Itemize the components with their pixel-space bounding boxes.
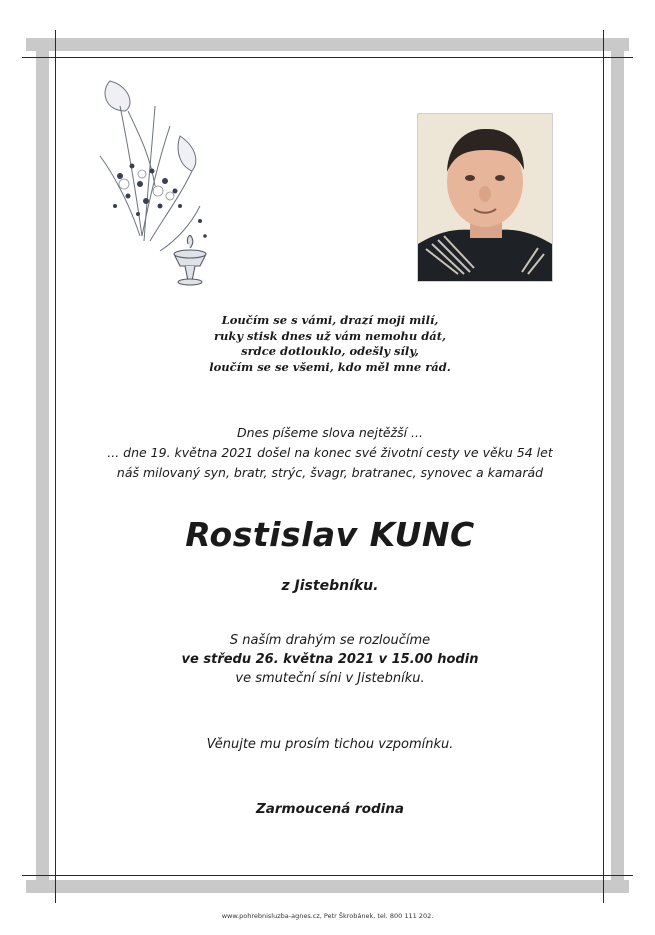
poem-line: srdce dotlouklo, odešly síly, xyxy=(241,344,419,358)
frame-line-left xyxy=(55,30,56,903)
intro-line: ... dne 19. května 2021 došel na konec své životní cesty ve věku 54 let xyxy=(107,445,553,460)
frame-line-bottom xyxy=(22,875,633,876)
frame-line-right xyxy=(603,30,604,903)
announcement-intro xyxy=(60,423,600,483)
frame-band-bottom xyxy=(26,880,629,893)
flower-vase-illustration xyxy=(80,66,230,296)
poem-line: ruky stisk dnes už vám nemohu dát, xyxy=(213,328,447,343)
intro-line: Dnes píšeme slova nejtěžší ... xyxy=(237,425,423,440)
ceremony-line: S naším drahým se rozloučíme xyxy=(229,633,431,648)
frame-line-top xyxy=(22,57,633,58)
frame-band-top xyxy=(26,38,629,51)
frame-band-right xyxy=(611,38,624,893)
poem-line: Loučím se s vámi, drazí moji milí, xyxy=(221,313,439,327)
poem-line: loučím se se všemi, kdo měl mne rád. xyxy=(209,359,451,374)
deceased-origin: z Jistebníku. xyxy=(281,578,379,594)
remembrance-request: Věnujte mu prosím tichou vzpomínku. xyxy=(206,737,454,752)
intro-line: náš milovaný syn, bratr, strýc, švagr, bratranec, synovec a kamarád xyxy=(116,465,544,480)
ceremony-info xyxy=(60,631,600,688)
footer-credits: www.pohrebnisluzba-agnes.cz, Petr Škrobánek, tel. 800 111 202. xyxy=(221,912,434,920)
frame-band-left xyxy=(36,38,49,893)
ceremony-datetime: ve středu 26. května 2021 v 15.00 hodin xyxy=(181,652,479,667)
deceased-photo xyxy=(417,113,553,282)
poem-verse xyxy=(60,313,600,375)
family-signature: Zarmoucená rodina xyxy=(255,801,405,817)
ceremony-place: ve smuteční síni v Jistebníku. xyxy=(235,671,425,686)
deceased-name: Rostislav KUNC xyxy=(185,515,475,554)
